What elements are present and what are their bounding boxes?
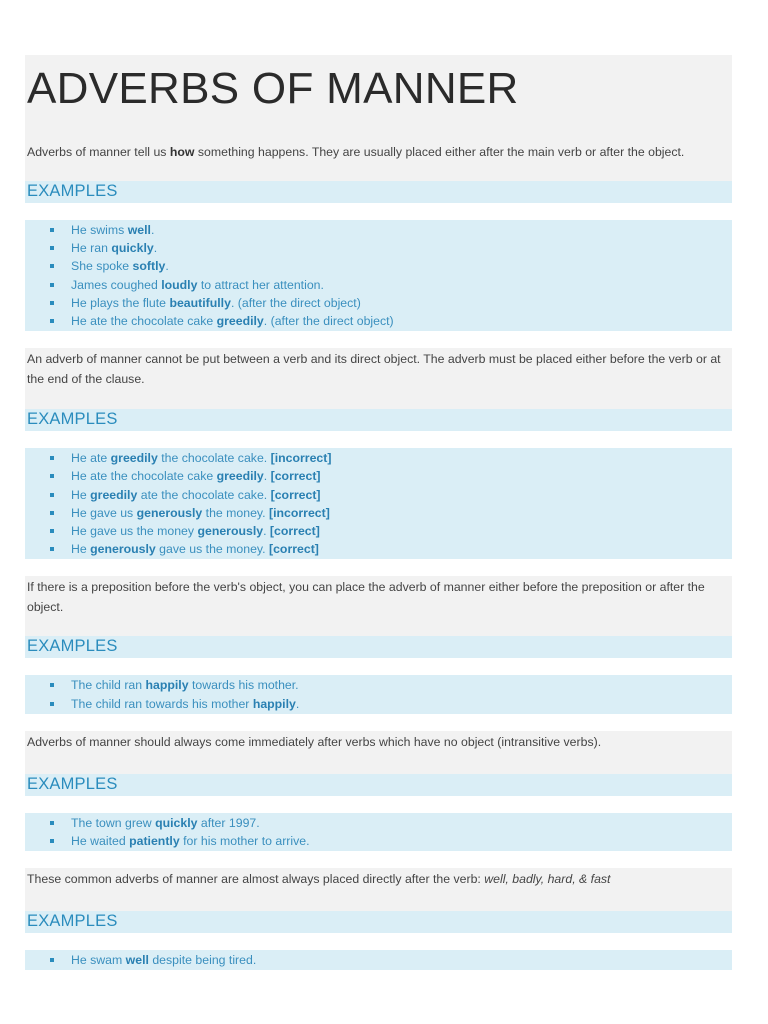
section-1-paragraph: Adverbs of manner tell us how something happens. They are usually placed either after the main verb or after the object. bbox=[25, 141, 732, 163]
section-1-heading: EXAMPLES bbox=[25, 181, 732, 203]
spacer bbox=[25, 559, 732, 576]
example-item: She spoke softly. bbox=[25, 257, 732, 275]
spacer bbox=[25, 890, 732, 911]
section-1-examples bbox=[25, 220, 732, 331]
section-3-heading: EXAMPLES bbox=[25, 636, 732, 658]
section-5-examples bbox=[25, 950, 732, 970]
example-item: He swims well. bbox=[25, 221, 732, 239]
example-item: The child ran happily towards his mother. bbox=[25, 676, 732, 694]
example-item: He gave us generously the money. [incorrect] bbox=[25, 504, 732, 522]
section-3-examples bbox=[25, 675, 732, 713]
spacer bbox=[25, 431, 732, 448]
example-item: He ran quickly. bbox=[25, 239, 732, 257]
section-4-examples bbox=[25, 813, 732, 851]
example-item: The child ran towards his mother happily. bbox=[25, 695, 732, 713]
spacer bbox=[25, 163, 732, 181]
example-item: He waited patiently for his mother to arrive. bbox=[25, 832, 732, 850]
example-item: He gave us the money generously. [correct] bbox=[25, 522, 732, 540]
example-item: James coughed loudly to attract her attention. bbox=[25, 276, 732, 294]
section-2-heading: EXAMPLES bbox=[25, 409, 732, 431]
section-3-paragraph: If there is a preposition before the verb's object, you can place the adverb of manner either before the preposition or after the object. bbox=[25, 576, 732, 618]
section-4-heading: EXAMPLES bbox=[25, 774, 732, 796]
spacer bbox=[25, 618, 732, 636]
section-4-paragraph: Adverbs of manner should always come immediately after verbs which have no object (intransitive verbs). bbox=[25, 731, 732, 753]
spacer bbox=[25, 390, 732, 409]
example-item: He swam well despite being tired. bbox=[25, 951, 732, 969]
spacer bbox=[25, 851, 732, 868]
page-title: ADVERBS OF MANNER bbox=[27, 64, 519, 113]
example-item: He generously gave us the money. [correct] bbox=[25, 540, 732, 558]
example-item: He ate the chocolate cake greedily. [correct] bbox=[25, 467, 732, 485]
section-5-heading: EXAMPLES bbox=[25, 911, 732, 933]
title-block bbox=[25, 55, 732, 128]
spacer bbox=[25, 203, 732, 220]
page bbox=[25, 55, 732, 970]
spacer bbox=[25, 933, 732, 950]
section-2-paragraph: An adverb of manner cannot be put between a verb and its direct object. The adverb must be placed either before the verb or at the end of the clause. bbox=[25, 348, 732, 390]
example-item: He greedily ate the chocolate cake. [correct] bbox=[25, 486, 732, 504]
spacer bbox=[25, 658, 732, 675]
spacer bbox=[25, 796, 732, 813]
section-5-paragraph: These common adverbs of manner are almost always placed directly after the verb: well, badly, hard, & fast bbox=[25, 868, 732, 890]
example-item: The town grew quickly after 1997. bbox=[25, 814, 732, 832]
example-item: He ate the chocolate cake greedily. (after the direct object) bbox=[25, 312, 732, 330]
example-item: He ate greedily the chocolate cake. [incorrect] bbox=[25, 449, 732, 467]
spacer bbox=[25, 753, 732, 774]
spacer bbox=[25, 714, 732, 731]
section-2-examples bbox=[25, 448, 732, 559]
spacer bbox=[25, 128, 732, 141]
spacer bbox=[25, 331, 732, 348]
example-item: He plays the flute beautifully. (after the direct object) bbox=[25, 294, 732, 312]
